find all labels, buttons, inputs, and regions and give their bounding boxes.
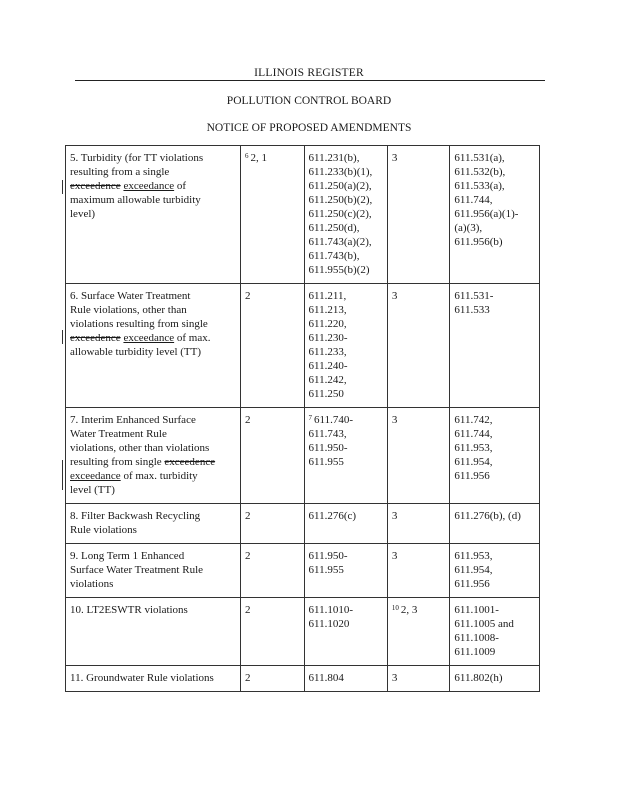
tier-cell [387,408,450,504]
description-line: 7. Interim Enhanced Surface [70,414,196,426]
sections-cell [304,598,387,666]
board-title: POLLUTION CONTROL BOARD [226,95,392,107]
description-text: resulting from single [70,456,165,468]
description-line: 9. Long Term 1 Enhanced [70,550,185,562]
tier-cell [387,598,450,666]
inserted-text: exceedance [70,470,121,482]
description-line: violations [70,578,114,590]
sections-cell [304,146,387,284]
sections-cell [450,504,540,544]
section-line: 611.956 [454,470,490,482]
violation-description-cell [66,666,241,692]
violation-description-cell [66,598,241,666]
footnote-marker: 6 [245,152,249,160]
sections-cell [450,544,540,598]
deleted-text: exceedence [164,456,216,468]
violation-description-cell [66,504,241,544]
description-line: 5. Turbidity (for TT violations [70,152,204,164]
sections-cell [450,408,540,504]
section-line: 611.954, [454,564,493,576]
tier-value: 3 [391,672,398,684]
tier-cell [241,598,305,666]
section-line: 611.743(a)(2), [308,236,372,248]
footnote-marker: 10 [391,604,399,612]
deleted-text: exceedence [70,180,121,192]
tier-value: 2 [245,550,251,562]
tier-value: 3 [391,152,398,164]
header-rule [75,80,545,81]
revision-mark [62,460,63,490]
tier-cell [387,284,450,408]
description-line [70,179,236,193]
description-line [70,455,236,469]
table-row [66,504,540,544]
section-line: 611.276(b), (d) [454,510,521,522]
tier-cell [241,146,305,284]
table-row [66,544,540,598]
section-line: 611.956 [454,578,490,590]
violation-description-cell [66,408,241,504]
tier-value: 2, 3 [400,604,418,616]
section-line: 611.804 [308,672,344,684]
section-line: 611.233(b)(1), [308,166,373,178]
section-line: 611.533 [454,304,490,316]
section-line: 611.950- [308,442,348,454]
tier-value: 3 [391,414,398,426]
tier-cell [241,666,305,692]
section-line: 611.240- [308,360,348,372]
description-line: Water Treatment Rule [70,428,167,440]
description-text: of max. turbidity [120,470,198,482]
description-line: level (TT) [70,484,115,496]
description-line: violations, other than violations [70,442,210,454]
section-line: (a)(3), [454,222,483,234]
description-line: maximum allowable turbidity [70,194,201,206]
description-text: of max. [174,332,211,344]
section-line: 611.250(a)(2), [308,180,372,192]
register-title: ILLINOIS REGISTER [254,67,364,79]
sections-cell [304,544,387,598]
section-line: 611.1005 and [454,618,514,630]
section-line: 611.743, [308,428,347,440]
section-line: 611.956(a)(1)- [454,208,519,220]
tier-value: 3 [391,550,398,562]
section-line: 611.231(b), [308,152,360,164]
inserted-text: exceedance [123,180,175,192]
table-row [66,284,540,408]
tier-cell [387,666,450,692]
sections-cell [304,408,387,504]
description-line [70,331,236,345]
description-line: Rule violations, other than [70,304,187,316]
section-line: 611.250 [308,388,344,400]
section-line: 611.953, [454,550,493,562]
tier-value: 2 [245,414,251,426]
section-line: 611.955 [308,456,344,468]
section-line: 611.242, [308,374,347,386]
footnote-marker: 7 [308,414,313,422]
tier-value: 3 [391,290,398,302]
notice-title: NOTICE OF PROPOSED AMENDMENTS [206,122,412,134]
section-line: 611.233, [308,346,347,358]
section-line: 611.250(c)(2), [308,208,372,220]
section-line: 611.533(a), [454,180,505,192]
tier-cell [241,544,305,598]
tier-value: 3 [391,510,398,522]
section-line: $^7$ 611.740- [308,414,354,426]
tier-value: 2, 1 [250,152,267,164]
section-line: 611.1009 [454,646,496,658]
section-line: 611.954, [454,456,493,468]
section-line: 611.955 [308,564,344,576]
section-line: 611.743(b), [308,250,360,262]
section-line: 611.531(a), [454,152,505,164]
violation-description-cell [66,544,241,598]
description-line: Rule violations [70,524,137,536]
section-line: 611.955(b)(2) [308,264,370,276]
description-text: of [174,180,187,192]
section-line: 611.950- [308,550,348,562]
description-line: violations resulting from single [70,318,208,330]
section-line: 611.1008- [454,632,499,644]
section-line: 611.1001- [454,604,499,616]
sections-cell [304,666,387,692]
tier-cell [387,146,450,284]
table-row [66,666,540,692]
sections-cell [450,598,540,666]
section-line: 611.250(b)(2), [308,194,373,206]
tier-value: 2 [245,510,251,522]
section-line: 611.956(b) [454,236,503,248]
tier-value: 2 [245,290,251,302]
tier-value: 2 [245,672,251,684]
table-row [66,408,540,504]
section-line: 611.744, [454,194,493,206]
tier-cell [387,544,450,598]
violation-description-cell [66,146,241,284]
tier-cell [241,408,305,504]
tier-cell [387,504,450,544]
sections-cell [450,284,540,408]
description-line: 11. Groundwater Rule violations [70,672,214,684]
section-line: 611.250(d), [308,222,360,234]
section-line: 611.1020 [308,618,350,630]
sections-cell [450,146,540,284]
description-line: 8. Filter Backwash Recycling [70,510,201,522]
deleted-text: exceedence [70,332,121,344]
tier-cell [241,504,305,544]
sections-cell [450,666,540,692]
table-row [66,146,540,284]
section-line: 611.220, [308,318,347,330]
section-line: 611.531- [454,290,494,302]
tier-cell [241,284,305,408]
section-line: 611.744, [454,428,493,440]
description-line: allowable turbidity level (TT) [70,346,202,358]
description-line: Surface Water Treatment Rule [70,564,204,576]
section-line: 611.211, [308,290,347,302]
sections-cell [304,284,387,408]
description-line: 6. Surface Water Treatment [70,290,191,302]
tier-value: 2 [245,604,251,616]
revision-mark [62,180,63,194]
section-line: 611.742, [454,414,493,426]
table-row [66,598,540,666]
description-line: level) [70,208,96,220]
violations-table-body [66,146,540,692]
description-line [70,469,236,483]
section-line: 611.213, [308,304,347,316]
sections-cell [304,504,387,544]
description-line: 10. LT2ESWTR violations [70,604,188,616]
revision-mark [62,330,63,344]
inserted-text: exceedance [123,332,175,344]
section-line: 611.802(h) [454,672,503,684]
section-line: 611.276(c) [308,510,357,522]
section-line: 611.953, [454,442,493,454]
section-line: 611.532(b), [454,166,506,178]
violation-description-cell [66,284,241,408]
section-line: 611.230- [308,332,348,344]
description-line: resulting from a single [70,166,170,178]
section-line: 611.1010- [308,604,354,616]
violations-table [65,145,540,692]
